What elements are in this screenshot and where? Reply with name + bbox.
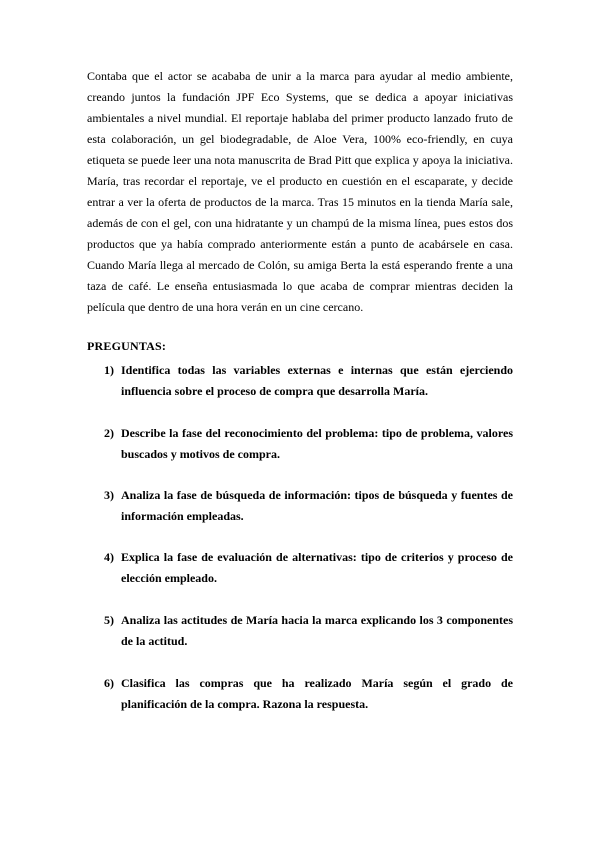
question-text: Explica la fase de evaluación de alternativas: tipo de criterios y proceso de elección empleado. <box>121 550 513 585</box>
question-item-5 <box>104 610 513 652</box>
question-item-2 <box>104 423 513 465</box>
question-text: Identifica todas las variables externas e internas que están ejerciendo influencia sobre el proceso de compra que desarrolla María. <box>121 363 513 398</box>
question-text: Describe la fase del reconocimiento del problema: tipo de problema, valores buscados y motivos de compra. <box>121 426 513 461</box>
question-text: Clasifica las compras que ha realizado María según el grado de planificación de la compra. Razona la respuesta. <box>121 676 513 711</box>
intro-paragraph: Contaba que el actor se acababa de unir a la marca para ayudar al medio ambiente, creando juntos la fundación JPF Eco Systems, que se dedica a apoyar iniciativas ambientales a nivel mundial. El reportaje hablaba del primer producto lanzado fruto de esta colaboración, un gel biodegradable, de Aloe Vera, 100% eco-friendly, en cuya etiqueta se puede leer una nota manuscrita de Brad Pitt que explica y apoya la iniciativa. María, tras recordar el reportaje, ve el producto en cuestión en el escaparate, y decide entrar a ver la oferta de productos de la marca. Tras 15 minutos en la tienda María sale, además de con el gel, con una hidratante y un champú de la misma línea, pues estos dos productos que ya había comprado anteriormente están a punto de acabársele en casa. Cuando María llega al mercado de Colón, su amiga Berta la está esperando frente a una taza de café. Le enseña entusiasmada lo que acaba de comprar mientras deciden la película que dentro de una hora verán en un cine cercano. <box>87 69 513 314</box>
question-item-6 <box>104 673 513 715</box>
questions-heading: PREGUNTAS: <box>87 339 167 353</box>
question-number: 4) <box>104 550 114 564</box>
question-item-3 <box>104 485 513 527</box>
question-number: 3) <box>104 488 114 502</box>
question-text: Analiza las actitudes de María hacia la marca explicando los 3 componentes de la actitud. <box>121 613 513 648</box>
question-item-4 <box>104 547 513 589</box>
question-item-1 <box>104 360 513 402</box>
question-number: 5) <box>104 613 114 627</box>
question-number: 6) <box>104 676 114 690</box>
question-number: 2) <box>104 426 114 440</box>
question-text: Analiza la fase de búsqueda de información: tipos de búsqueda y fuentes de información empleadas. <box>121 488 513 523</box>
question-number: 1) <box>104 363 114 377</box>
